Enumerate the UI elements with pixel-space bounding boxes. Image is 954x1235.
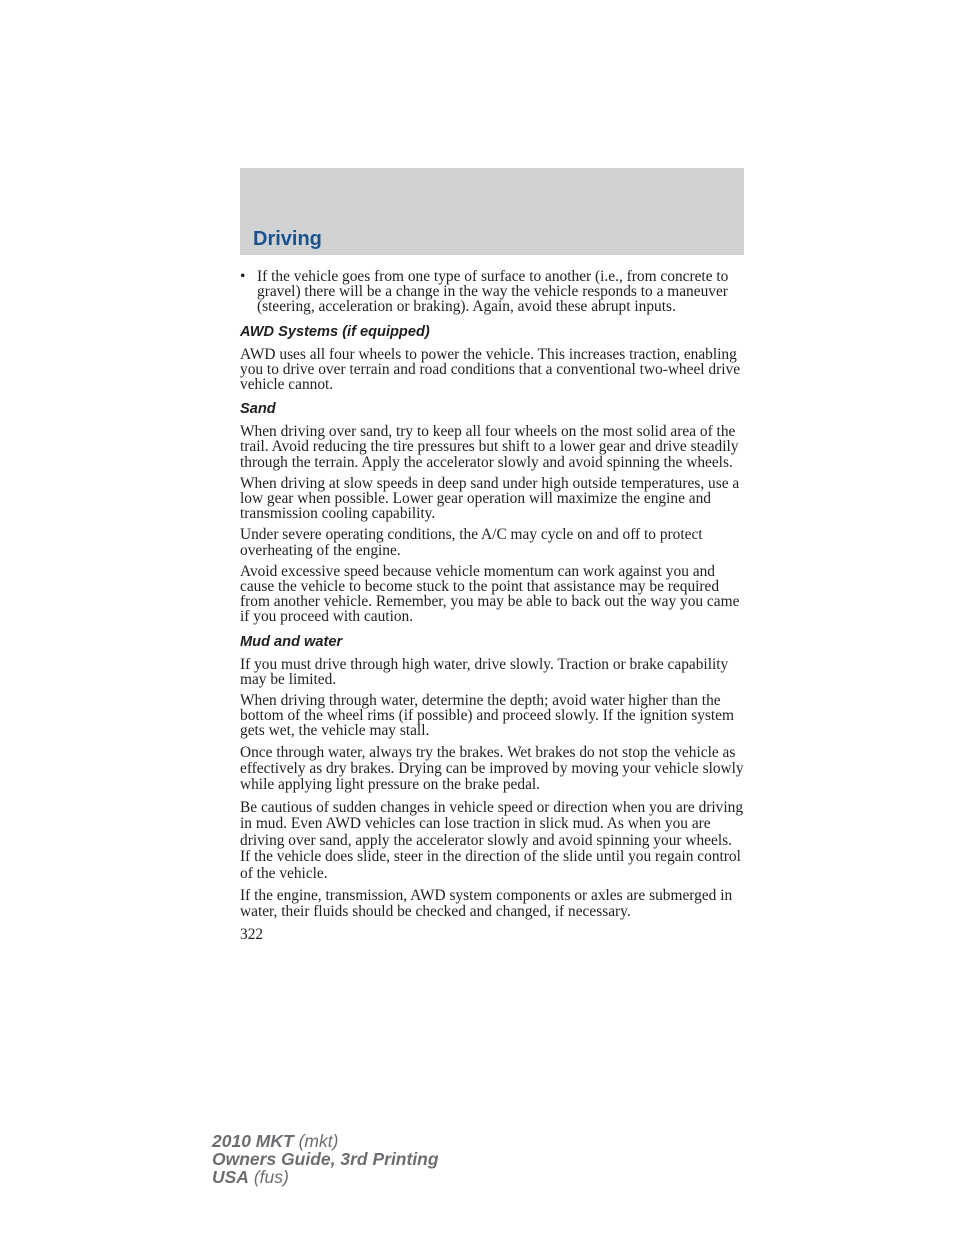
bullet-item — [240, 269, 746, 315]
page-number: 322 — [240, 925, 264, 943]
footer-guide-line — [212, 1150, 439, 1168]
bullet-text: If the vehicle goes from one type of surface to another (i.e., from concrete to gravel) there will be a change in the way the vehicle responds to a maneuver (steering, acceleration or braking). Again, avoid these abrupt inputs. — [257, 268, 729, 316]
sand-paragraph-1: When driving over sand, try to keep all four wheels on the most solid area of the trail. Avoid reducing the tire pressures but shift to a lower gear and drive steadily through the terrain. Apply the accelerator slowly and avoid spinning the wheels. — [240, 423, 739, 471]
footer-guide: Owners Guide, 3rd Printing — [212, 1149, 439, 1169]
footer-model-code: (mkt) — [298, 1131, 339, 1151]
awd-heading: AWD Systems (if equipped) — [240, 323, 430, 340]
footer-model: 2010 MKT — [212, 1131, 294, 1151]
mud-paragraph-5: If the engine, transmission, AWD system components or axles are submerged in water, their fluids should be checked and changed, if necessary. — [240, 886, 733, 921]
document-footer — [212, 1132, 439, 1186]
mud-paragraph-2: When driving through water, determine the depth; avoid water higher than the bottom of the wheel rims (if possible) and proceed slowly. If the ignition system gets wet, the vehicle may stall. — [240, 692, 734, 740]
footer-market: USA — [212, 1167, 249, 1187]
footer-model-line — [212, 1132, 439, 1150]
mud-paragraph-3: Once through water, always try the brakes. Wet brakes do not stop the vehicle as effectively as dry brakes. Drying can be improved by moving your vehicle slowly while applying light pressure on the brake pedal. — [240, 743, 744, 794]
bullet-icon: • — [240, 268, 246, 285]
section-title: Driving — [253, 228, 322, 250]
sand-paragraph-3: Under severe operating conditions, the A/C may cycle on and off to protect overheating of the engine. — [240, 526, 703, 559]
awd-paragraph: AWD uses all four wheels to power the vehicle. This increases traction, enabling you to drive over terrain and road conditions that a conventional two-wheel drive vehicle cannot. — [240, 345, 741, 394]
mud-paragraph-4: Be cautious of sudden changes in vehicle speed or direction when you are driving in mud. Even AWD vehicles can lose traction in slick mud. As when you are driving over sand, apply the accelerator slowly and avoid spinning your wheels. If the vehicle does slide, steer in the direction of the slide until you regain control of the vehicle. — [240, 798, 744, 882]
mud-heading: Mud and water — [240, 633, 343, 650]
sand-heading: Sand — [240, 401, 276, 418]
mud-paragraph-1: If you must drive through high water, drive slowly. Traction or brake capability may be limited. — [240, 655, 729, 688]
page-body — [240, 269, 746, 942]
footer-market-code: (fus) — [253, 1167, 289, 1187]
sand-paragraph-4: Avoid excessive speed because vehicle momentum can work against you and cause the vehicle to become stuck to the point that assistance may be required from another vehicle. Remember, you may be able to back out the way you came if you proceed with caution. — [240, 562, 740, 626]
sand-paragraph-2: When driving at slow speeds in deep sand under high outside temperatures, use a low gear when possible. Lower gear operation will maximize the engine and transmission cooling capability. — [240, 474, 740, 523]
section-header-band — [240, 168, 744, 255]
footer-market-line — [212, 1168, 439, 1186]
